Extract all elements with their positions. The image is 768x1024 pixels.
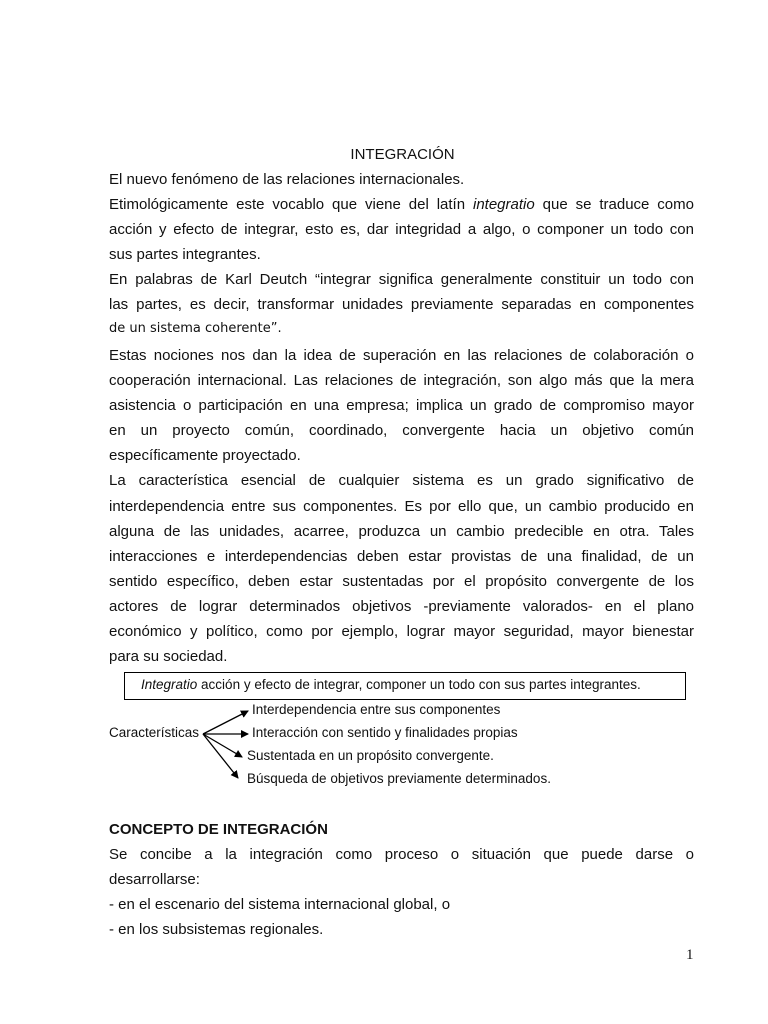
arrow-4 [203,734,238,778]
p4-line-5: sentido específico, deben estar sustentadas por el propósito convergente de los [109,573,694,590]
p2-line-3: de un sistema coherente”. [109,321,282,336]
summary-definition: acción y efecto de integrar, componer un todo con sus partes integrantes. [197,677,641,692]
characteristic-item-2: Interacción con sentido y finalidades propias [252,725,518,740]
concept-line-1: Se concibe a la integración como proceso o situación que puede darse o [109,846,694,863]
page-title: INTEGRACIÓN [350,146,455,163]
p2-line-2: las partes, es decir, transformar unidades previamente separadas en componentes [109,296,694,313]
arrow-3 [203,734,242,757]
p4-line-6: actores de lograr determinados objetivos -previamente valorados- en el plano [109,598,694,615]
characteristic-item-3: Sustentada en un propósito convergente. [247,748,494,763]
concept-bullet-2: - en los subsistemas regionales. [109,921,324,938]
p1-line-3: sus partes integrantes. [109,246,261,263]
characteristics-label: Características [109,725,200,740]
p1-line-2: acción y efecto de integrar, esto es, dar integridad a algo, o componer un todo con [109,221,694,238]
arrow-1 [203,711,248,734]
page-number: 1 [686,947,694,963]
p2-line-1: En palabras de Karl Deutch “integrar significa generalmente constituir un todo con [109,271,694,288]
p4-line-4: interacciones e interdependencias deben estar provistas de una finalidad, de un [109,548,694,565]
concept-bullet-1: - en el escenario del sistema internacional global, o [109,896,451,913]
section-heading: CONCEPTO DE INTEGRACIÓN [109,821,328,838]
p4-line-7: económico y político, como por ejemplo, lograr mayor seguridad, mayor bienestar [109,623,694,640]
p4-line-1: La característica esencial de cualquier sistema es un grado significativo de [109,472,694,489]
p3-line-4: en un proyecto común, coordinado, convergente hacia un objetivo común [109,422,694,439]
p4-line-8: para su sociedad. [109,648,228,665]
p3-line-2: cooperación internacional. Las relaciones de integración, son algo más que la mera [109,372,694,389]
intro-line: El nuevo fenómeno de las relaciones internacionales. [109,171,465,188]
p3-line-5: específicamente proyectado. [109,447,301,464]
p4-line-2: interdependencia entre sus componentes. Es por ello que, un cambio producido en [109,498,694,515]
concept-line-2: desarrollarse: [109,871,200,888]
latin-term: integratio [473,196,535,213]
p1-line-1-c: que se traduce como [534,196,694,213]
p1-line-1-a: Etimológicamente este vocablo que viene del latín [109,196,473,213]
p3-line-1: Estas nociones nos dan la idea de superación en las relaciones de colaboración o [109,347,694,364]
characteristic-item-1: Interdependencia entre sus componentes [252,702,501,717]
p4-line-3: alguna de las unidades, acarree, produzca un cambio predecible en otra. Tales [109,523,694,540]
summary-term: Integratio [141,677,198,692]
characteristic-item-4: Búsqueda de objetivos previamente determinados. [247,771,551,786]
p3-line-3: asistencia o participación en una empresa; implica un grado de compromiso mayor [109,397,694,414]
